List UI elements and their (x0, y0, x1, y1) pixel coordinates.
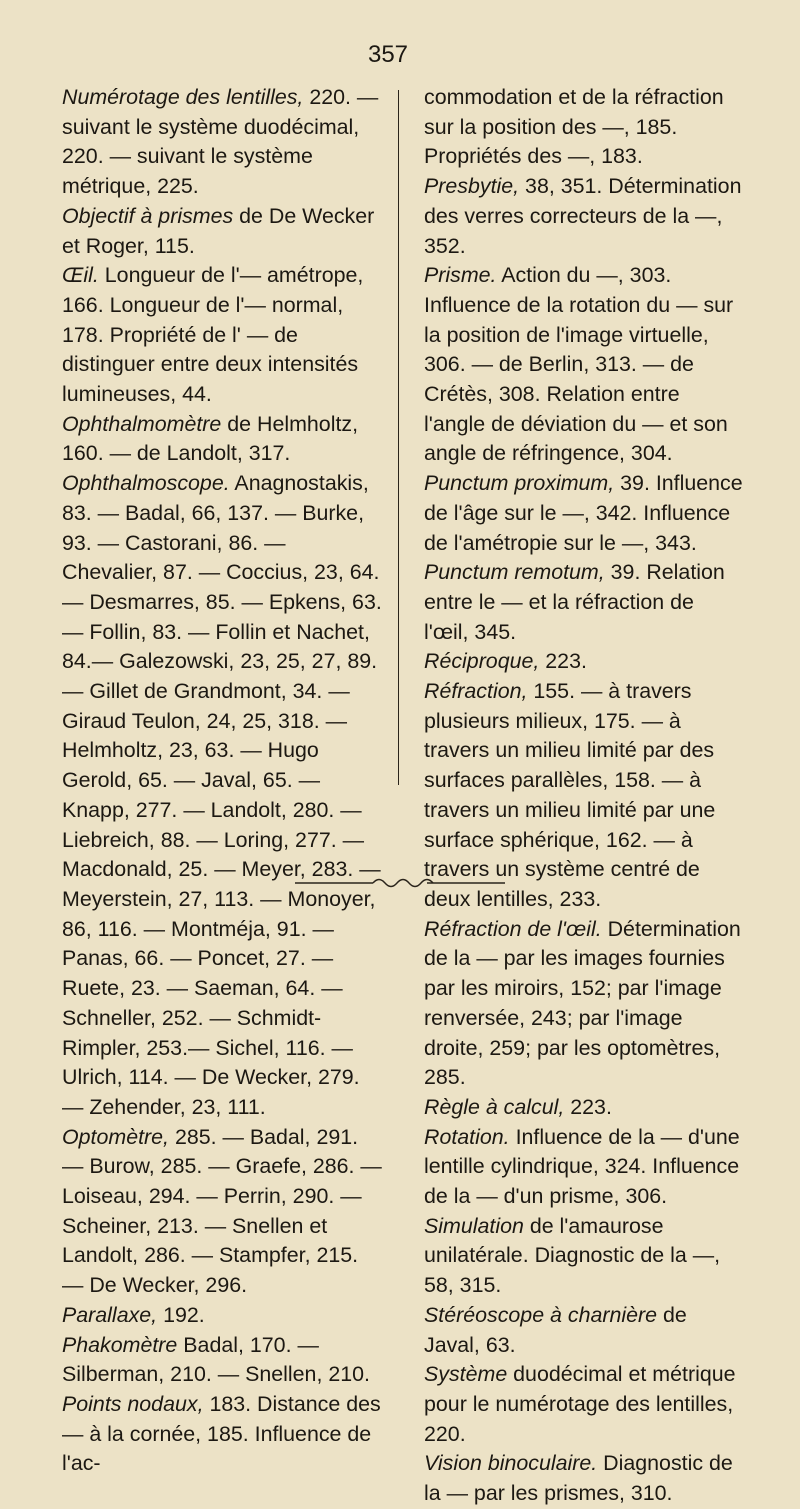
index-entry (424, 1449, 744, 1508)
index-term: Points nodaux, (62, 1391, 204, 1416)
index-term: Punctum remotum, (424, 560, 605, 585)
index-entry (62, 1331, 384, 1390)
index-references: 38, 351. Détermination des verres correcteurs de la —, 352. (424, 174, 742, 258)
index-entry (424, 647, 744, 677)
index-entry (424, 1212, 744, 1301)
index-term: Vision binoculaire. (424, 1451, 598, 1476)
index-term: Système (424, 1362, 508, 1387)
index-references: Diagnostic de la — par les prismes, 310. (424, 1451, 733, 1506)
index-references: de Helmholtz, 160. — de Landolt, 317. (62, 411, 359, 466)
index-term: Règle à calcul, (424, 1094, 565, 1119)
index-term: Rotation. (424, 1124, 510, 1149)
index-entry (62, 469, 384, 1122)
index-entry (424, 1123, 744, 1212)
index-references: Détermination de la — par les images fournies par les miroirs, 152; par l'image renversée, 243; par l'image droite, 259; par les optomètres, 285. (424, 916, 741, 1090)
index-entry (62, 1390, 384, 1479)
index-references: Badal, 170. — Silberman, 210. — Snellen, 210. (62, 1332, 370, 1387)
index-entry (424, 172, 744, 261)
index-entry (62, 83, 384, 202)
column-divider (398, 90, 399, 785)
index-entry (62, 1123, 384, 1301)
index-references: 285. — Badal, 291. — Burow, 285. — Graefe, 286. — Loiseau, 294. — Perrin, 290. — Scheiner, 213. — Snellen et Landolt, 286. — Stampfer, 215. — De Wecker, 296. (62, 1124, 382, 1298)
index-entry (424, 83, 744, 172)
index-references: de Javal, 63. (424, 1302, 687, 1357)
index-term: Simulation (424, 1213, 524, 1238)
index-term: Punctum proximum, (424, 471, 615, 496)
index-term: Parallaxe, (62, 1302, 158, 1327)
index-entry (62, 261, 384, 410)
page-number: 357 (367, 41, 409, 68)
index-term: Œil. (62, 263, 99, 288)
index-term: Objectif à prismes (62, 203, 234, 228)
index-references: Influence de la — d'une lentille cylindrique, 324. Influence de la — d'un prisme, 306. (424, 1124, 740, 1209)
index-references: de De Wecker et Roger, 115. (62, 203, 375, 258)
index-term: Stéréoscope à charnière (424, 1302, 658, 1327)
index-references: 223. (539, 649, 587, 674)
index-references: de l'amaurose unilatérale. Diagnostic de la —, 58, 315. (424, 1213, 721, 1298)
index-references: Anagnostakis, 83. — Badal, 66, 137. — Burke, 93. — Castorani, 86. — Chevalier, 87. — Coccius, 23, 64. — Desmarres, 85. — Epkens, 63. — Follin, 83. — Follin et Nachet, 84.— Galezowski, 23, 25, 27, 89. — Gillet de Grandmont, 34. — Giraud Teulon, 24, 25, 318. — Helmholtz, 23, 63. — Hugo Gerold, 65. — Javal, 65. — Knapp, 277. — Landolt, 280. — Liebreich, 88. — Loring, 277. — Macdonald, 25. — Meyer, 283. — Meyerstein, 27, 113. — Monoyer, 86, 116. — Montméja, 91. — Panas, 66. — Poncet, 27. — Ruete, 23. — Saeman, 64. — Schneller, 252. — Schmidt-Rimpler, 253.— Sichel, 116. — Ulrich, 114. — De Wecker, 279. — Zehender, 23, 111. (62, 471, 382, 1119)
index-entry (62, 410, 384, 469)
index-entry (424, 261, 744, 469)
index-references: 39. Influence de l'âge sur le —, 342. Influence de l'amétropie sur le —, 343. (424, 471, 743, 555)
index-references: Longueur de l'— amétrope, 166. Longueur de l'— normal, 178. Propriété de l' — de distinguer entre deux intensités lumineuses, 44. (62, 263, 364, 407)
index-term: Numérotage des lentilles, (62, 85, 304, 109)
index-term: Optomètre, (62, 1124, 169, 1149)
index-references: Action du —, 303. Influence de la rotation du — sur la position de l'image virtuelle, 306. — de Berlin, 313. — de Crétès, 308. Relation entre l'angle de déviation du — et son angle de réfringence, 304. (424, 263, 734, 466)
index-entry (424, 1301, 744, 1360)
index-entry (62, 202, 384, 261)
index-term: Réfraction de l'œil. (424, 916, 602, 941)
index-references: 220. — suivant le système duodécimal, 220. — suivant le système métrique, 225. (62, 85, 379, 199)
index-column-right (424, 83, 744, 1509)
index-references: 223. (564, 1094, 612, 1119)
index-column-left (62, 83, 384, 1479)
index-references: commodation et de la réfraction sur la position des —, 185. Propriétés des —, 183. (424, 85, 724, 169)
index-references: 39. Relation entre le — et la réfraction de l'œil, 345. (424, 560, 725, 644)
index-references: duodécimal et métrique pour le numérotage des lentilles, 220. (424, 1362, 736, 1446)
index-entry (424, 1093, 744, 1123)
index-entry (424, 469, 744, 558)
ornament-tailpiece (295, 875, 505, 891)
index-references: 155. — à travers plusieurs milieux, 175. — à travers un milieu limité par des surfaces parallèles, 158. — à travers un milieu limité par une surface sphérique, 162. — à travers un système centré de deux lentilles, 233. (424, 679, 716, 911)
index-term: Ophthalmomètre (62, 411, 222, 436)
index-references: 183. Distance des — à la cornée, 185. Influence de l'ac- (62, 1391, 381, 1476)
index-term: Prisme. (424, 263, 497, 288)
index-term: Phakomètre (62, 1332, 178, 1357)
index-entry (424, 558, 744, 647)
index-references: 192. (157, 1302, 205, 1327)
index-entry (62, 1301, 384, 1331)
index-term: Ophthalmoscope. (62, 471, 230, 496)
index-term: Réciproque, (424, 649, 540, 674)
index-term: Réfraction, (424, 679, 528, 704)
index-term: Presbytie, (424, 174, 520, 199)
index-entry (424, 915, 744, 1093)
index-entry (424, 1360, 744, 1449)
